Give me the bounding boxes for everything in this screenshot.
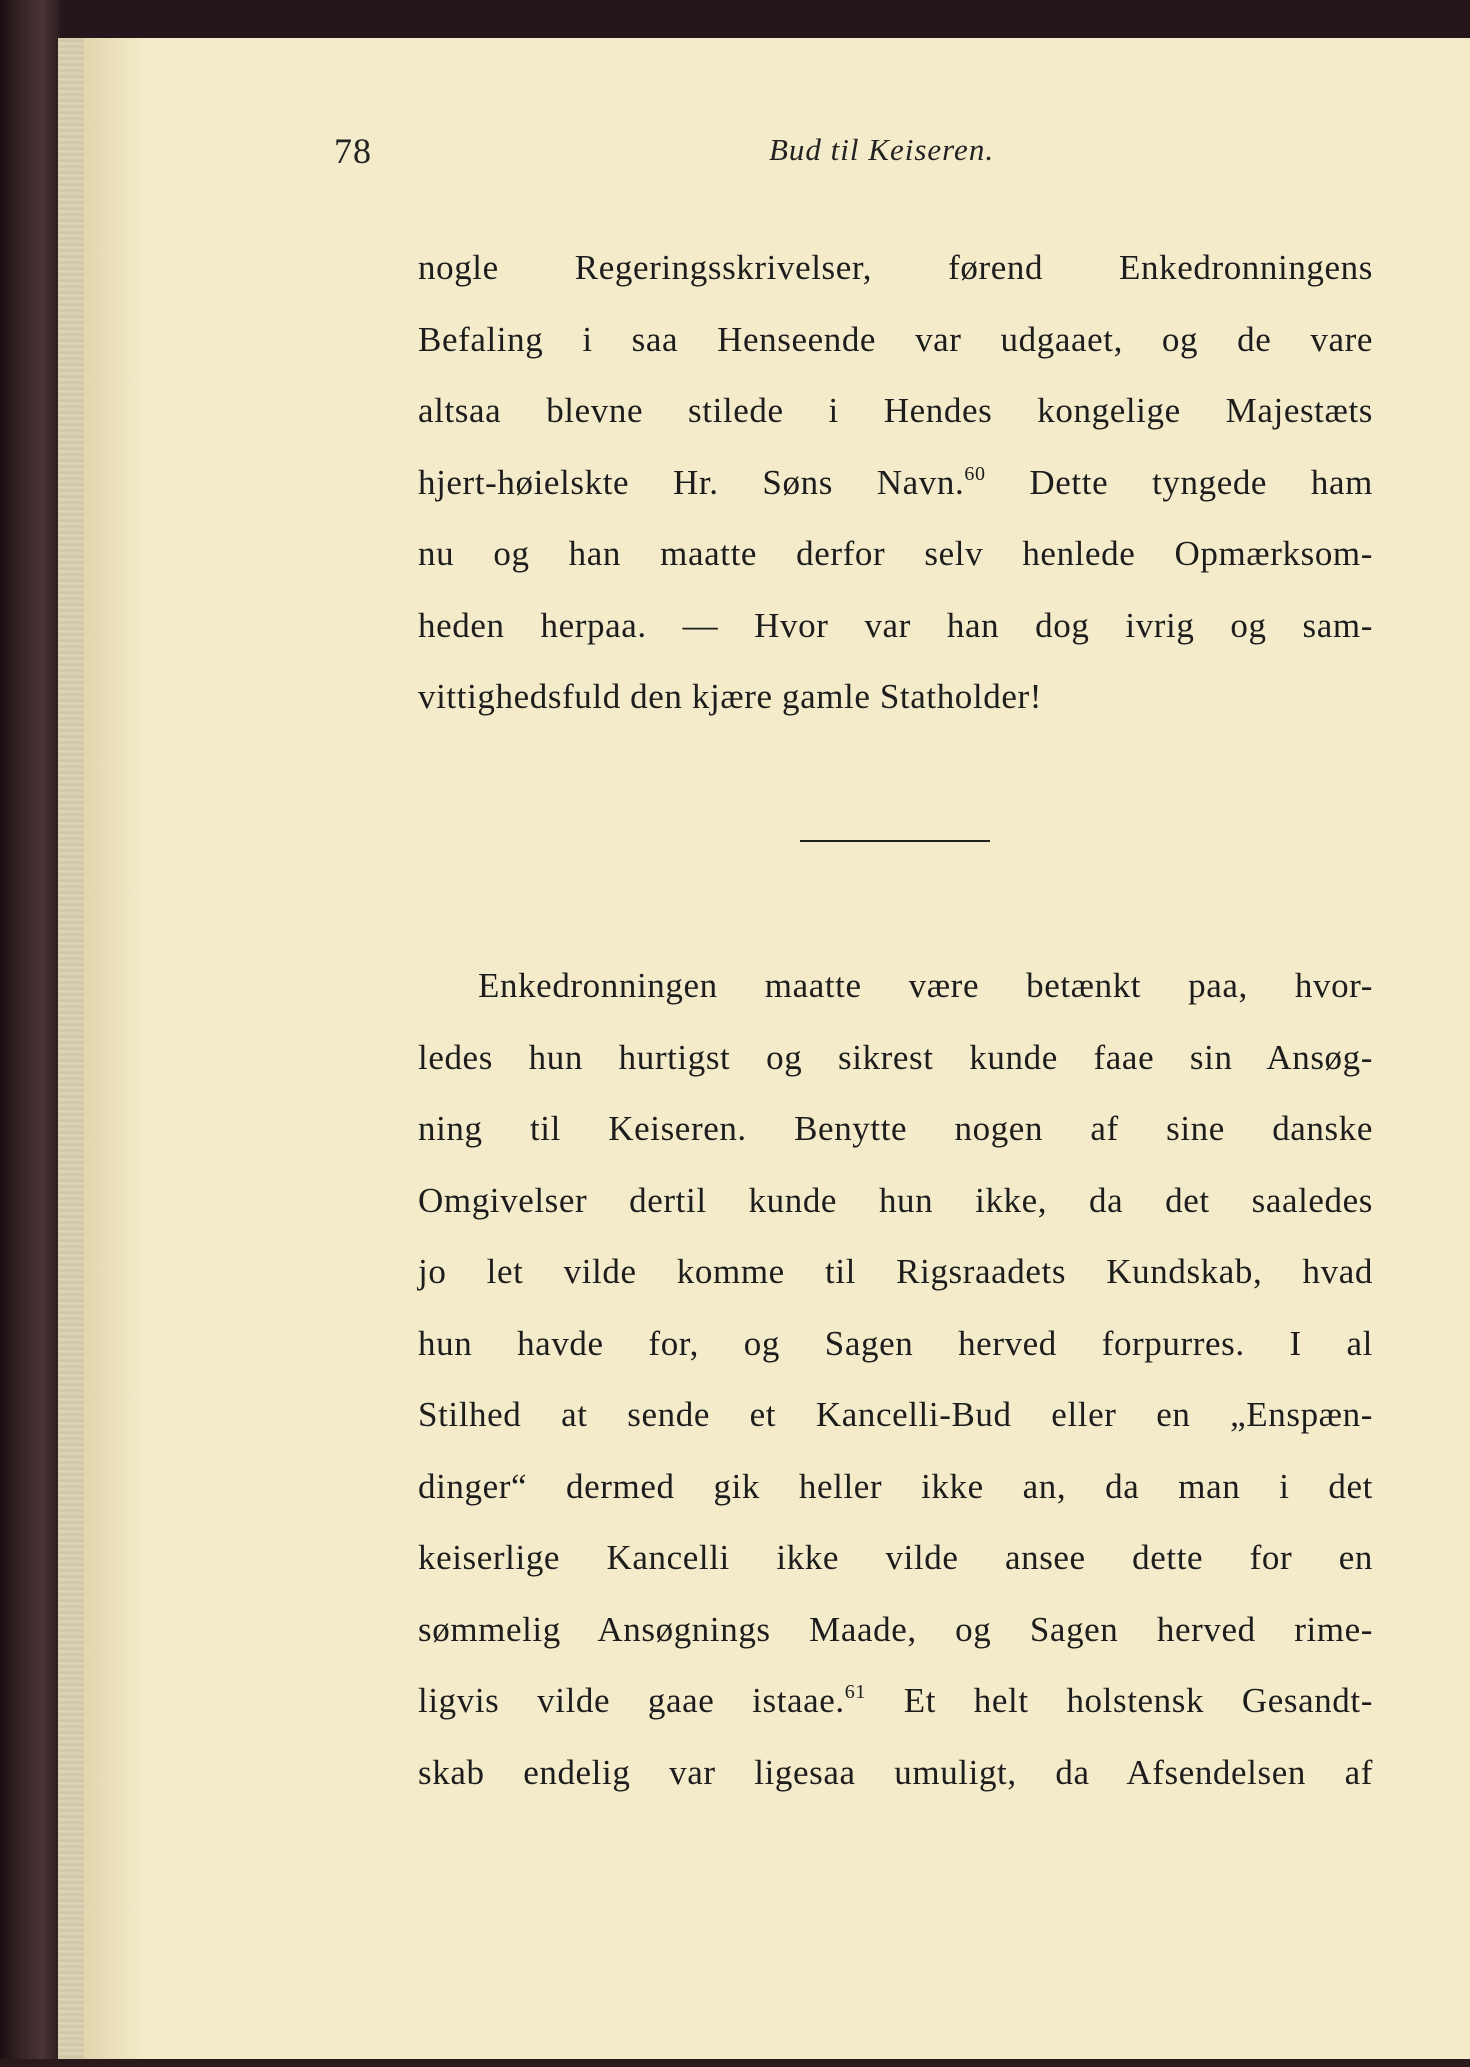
book-cover-top [0,0,1470,38]
running-head: Bud til Keiseren. [769,132,995,167]
footnote-marker: 61 [844,1681,866,1703]
section-divider [800,840,990,842]
paragraph-2 [418,950,1373,1808]
text-line: Befaling i saa Henseende var udgaaet, og de vare [418,319,1373,359]
footnote-marker: 60 [964,462,986,485]
page-edges [58,38,86,2059]
text-line: heden herpaa. — Hvor var han dog ivrig og sam- [418,605,1373,645]
text-segment: Et helt holstensk Gesandt- [903,1681,1373,1720]
text-line: vittighedsfuld den kjære gamle Statholder! [418,677,1042,716]
text-line-with-footnote [418,1665,1373,1737]
text-line: jo let vilde komme til Rigsraadets Kundskab, hvad [418,1252,1373,1291]
book-cover-bottom [0,2059,1470,2067]
text-line: hun havde for, og Sagen herved forpurres. I al [418,1323,1373,1363]
text-line: altsaa blevne stilede i Hendes kongelige Majestæts [418,391,1373,430]
paragraph-1 [418,232,1373,733]
text-line: nu og han maatte derfor selv henlede Opmærksom- [418,534,1373,573]
text-segment: ligvis vilde gaae istaae. [418,1681,845,1720]
book-spine [0,0,60,2067]
text-segment: Dette tyngede ham [1029,462,1373,502]
page-number: 78 [334,131,372,171]
page-header [334,130,1104,190]
text-line: Omgivelser dertil kunde hun ikke, da det saaledes [418,1180,1373,1220]
text-line-with-footnote [418,447,1373,519]
text-line: dinger“ dermed gik heller ikke an, da man i det [418,1466,1373,1506]
text-line: nogle Regeringsskrivelser, førend Enkedronningens [418,248,1373,287]
text-line: ledes hun hurtigst og sikrest kunde faae sin Ansøg- [418,1037,1373,1077]
text-line: keiserlige Kancelli ikke vilde ansee dette for en [418,1538,1373,1577]
text-line: skab endelig var ligesaa umuligt, da Afsendelsen af [418,1752,1373,1792]
text-segment: hjert-høielskte Hr. Søns Navn. [418,462,965,502]
text-line: ning til Keiseren. Benytte nogen af sine danske [418,1109,1373,1148]
text-line: Enkedronningen maatte være betænkt paa, hvor- [478,966,1373,1005]
text-line: sømmelig Ansøgnings Maade, og Sagen herved rime- [418,1609,1373,1649]
text-line: Stilhed at sende et Kancelli-Bud eller en „Enspæn- [418,1395,1373,1434]
